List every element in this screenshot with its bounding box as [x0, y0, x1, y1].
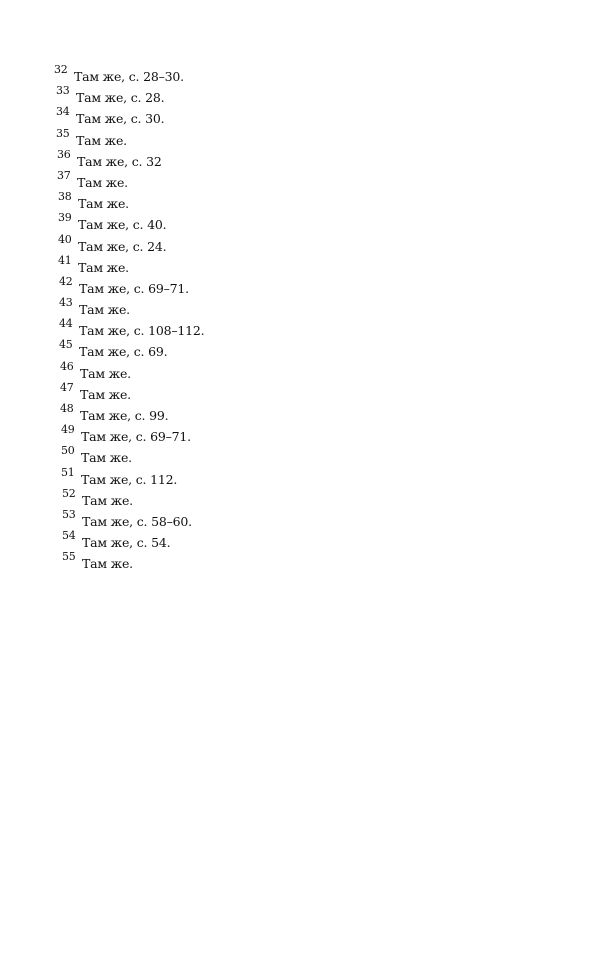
footnote-number: 39 [58, 211, 72, 225]
footnote-number: 44 [59, 317, 73, 331]
footnote-number: 48 [60, 402, 74, 415]
footnote-number: 42 [59, 274, 73, 288]
footnote-text: Там же, с. 24. [78, 238, 167, 254]
footnote-number: 47 [60, 380, 74, 394]
footnote-number: 45 [59, 338, 73, 352]
footnote-number: 34 [56, 105, 70, 119]
footnote-text: Там же, с. 58–60. [82, 513, 192, 529]
footnote-number: 49 [61, 423, 75, 437]
footnote-number: 41 [58, 253, 72, 267]
footnote-text: Там же, с. 108–112. [79, 323, 205, 339]
footnote-text: Там же, с. 112. [81, 471, 178, 487]
footnote-number: 55 [62, 550, 76, 564]
footnote-text: Там же, с. 69–71. [81, 429, 191, 445]
footnote-number: 43 [59, 296, 73, 310]
footnote-number: 38 [58, 190, 72, 204]
footnote-text: Там же, с. 28–30. [74, 69, 184, 84]
footnote-number: 35 [56, 126, 70, 140]
footnote-number: 36 [57, 147, 71, 161]
footnote-text: Там же. [78, 196, 129, 212]
footnote-text: Там же. [82, 492, 133, 508]
footnote-text: Там же. [79, 302, 130, 318]
footnote-number: 32 [54, 63, 68, 76]
footnote-number: 46 [60, 359, 74, 373]
footnote-number: 51 [61, 465, 75, 479]
footnote-number: 33 [56, 84, 70, 98]
footnote-number: 52 [62, 486, 76, 500]
footnote-text: Там же, с. 30. [76, 111, 165, 127]
footnote-text: Там же, с. 69. [79, 344, 168, 360]
footnote-text: Там же. [82, 556, 133, 572]
footnote-text: Там же. [80, 386, 131, 402]
footnote-text: Там же. [78, 259, 129, 275]
footnote-text: Там же, с. 54. [82, 535, 171, 551]
footnote-number: 37 [57, 168, 71, 182]
footnote-text: Там же, с. 40. [78, 217, 167, 233]
footnote-text: Там же. [80, 365, 131, 381]
footnote-number: 53 [62, 507, 76, 521]
footnote-text: Там же. [77, 174, 128, 190]
footnote-number: 40 [58, 232, 72, 246]
footnote-text: Там же, с. 32 [77, 153, 162, 169]
footnote-number: 54 [62, 529, 76, 543]
footnote-text: Там же, с. 69–71. [79, 280, 189, 296]
footnote-number: 50 [61, 444, 75, 458]
footnote-text: Там же, с. 99. [80, 408, 169, 423]
footnote-text: Там же. [81, 450, 132, 466]
footnote-text: Там же. [76, 132, 127, 148]
footnote-text: Там же, с. 28. [76, 90, 165, 106]
